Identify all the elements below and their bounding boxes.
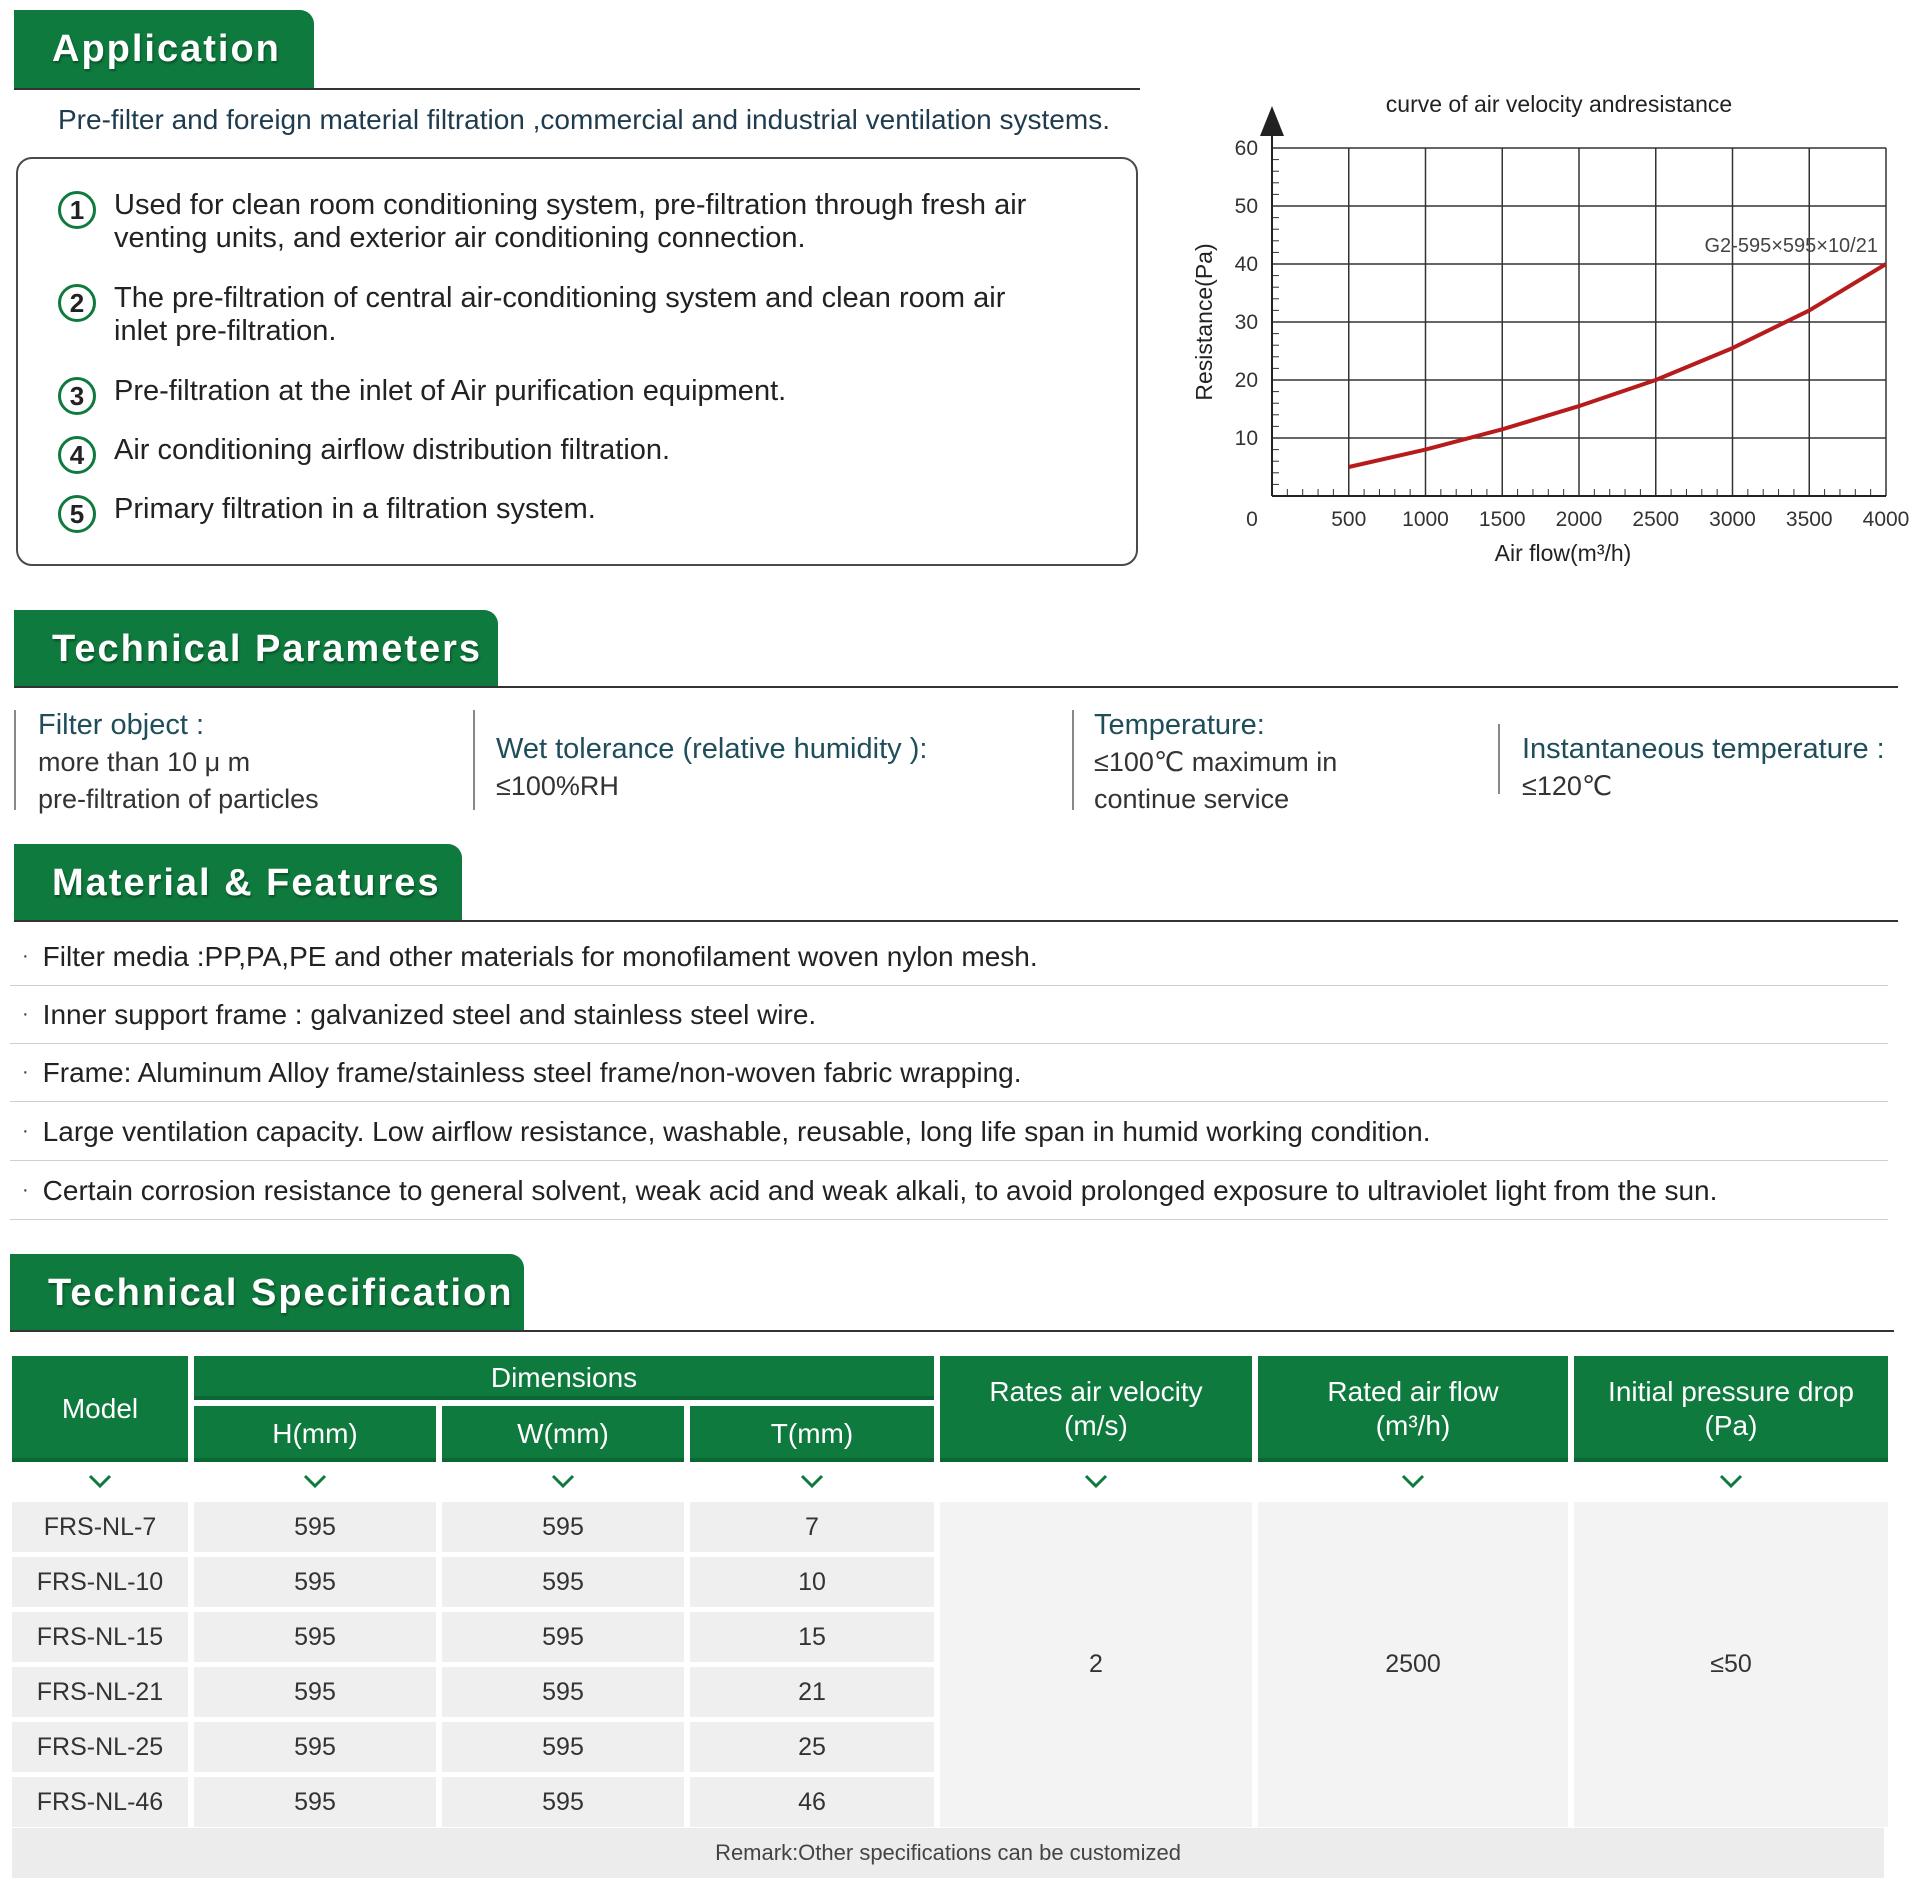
bullet-icon: · [22,945,29,967]
param-value: more than 10 μ m [38,747,251,777]
application-item-text: Pre-filtration at the inlet of Air purification equipment. [114,375,787,407]
cell-w: 595 [442,1612,684,1662]
application-item-4 [58,434,1114,474]
chevron-down-icon [1719,1474,1743,1488]
cell-w: 595 [442,1667,684,1717]
param-title: Temperature: [1094,709,1265,741]
cell-w: 595 [442,1557,684,1607]
param-title: Filter object : [38,709,204,741]
feature-text: Certain corrosion resistance to general solvent, weak acid and weak alkali, to avoid prolonged exposure to ultraviolet light from the sun. [42,1174,1718,1206]
param-separator [473,710,475,810]
param-value: ≤100%RH [496,771,619,801]
application-heading: Application [14,10,314,88]
cell-t: 25 [690,1722,934,1772]
cell-t: 10 [690,1557,934,1607]
cell-model: FRS-NL-21 [12,1667,188,1717]
application-subtitle: Pre-filter and foreign material filtration ,commercial and industrial ventilation systems. [58,104,1110,135]
cell-t: 7 [690,1502,934,1552]
y-tick-label: 40 [1234,253,1258,276]
params-divider [14,686,1898,688]
application-item-text: Used for clean room conditioning system, pre-filtration through fresh air [114,189,1027,221]
y-tick-label: 30 [1234,311,1258,334]
number-badge-icon: 5 [58,495,96,533]
param-separator [14,710,16,810]
chevron-down-icon [800,1474,824,1488]
header-w: W(mm) [442,1406,684,1462]
x-axis-label: Air flow(m³/h) [1494,540,1632,566]
feature-text: Frame: Aluminum Alloy frame/stainless steel frame/non-woven fabric wrapping. [42,1056,1022,1088]
chevron-down-icon [551,1474,575,1488]
number-badge-icon: 3 [58,377,96,415]
spec-divider [10,1330,1894,1332]
cell-h: 595 [194,1722,436,1772]
header-flow-label: Rated air flow [1327,1376,1499,1407]
param-title: Instantaneous temperature : [1522,733,1885,765]
application-item-2 [58,282,1114,348]
param-wet-tolerance [496,730,927,805]
resistance-chart [1190,88,1920,578]
number-badge-icon: 1 [58,191,96,229]
x-tick-label: 3000 [1709,508,1756,531]
cell-t: 46 [690,1777,934,1827]
y-axis-label: Resistance(Pa) [1191,243,1217,401]
chevron-down-icon [1084,1474,1108,1488]
feature-item [10,1103,1888,1161]
application-item-text-cont: inlet pre-filtration. [114,315,337,347]
number-badge-icon: 4 [58,436,96,474]
bullet-icon: · [22,1061,29,1083]
header-model: Model [12,1356,188,1462]
feature-text: Large ventilation capacity. Low airflow resistance, washable, reusable, long life span in humid working condition. [42,1115,1431,1147]
param-title: Wet tolerance (relative humidity ): [496,733,928,765]
param-value: ≤100℃ maximum in [1094,747,1338,777]
param-separator [1072,710,1074,810]
feature-item [10,1162,1888,1220]
x-tick-label: 4000 [1862,508,1910,531]
cell-w: 595 [442,1502,684,1552]
feature-text: Filter media :PP,PA,PE and other materials for monofilament woven nylon mesh. [42,940,1038,972]
y-tick-label: 20 [1234,369,1258,392]
features-divider [14,920,1898,922]
application-item-text: Air conditioning airflow distribution filtration. [114,434,671,466]
header-flow [1258,1356,1568,1462]
application-item-text-cont: venting units, and exterior air conditioning connection. [114,222,806,254]
y-tick-label: 60 [1234,137,1258,160]
feature-item [10,928,1888,986]
x-tick-label: 2000 [1555,508,1603,531]
chevron-down-icon [1401,1474,1425,1488]
number-badge-icon: 2 [58,284,96,322]
chevron-down-icon [303,1474,327,1488]
x-tick-label: 2500 [1632,508,1680,531]
bullet-icon: · [22,1179,29,1201]
application-item-1 [58,189,1114,255]
application-item-text: Primary filtration in a filtration system. [114,493,596,525]
header-velocity-unit: (m/s) [1064,1410,1128,1441]
y-axis-arrow-icon [1260,106,1284,136]
cell-model: FRS-NL-10 [12,1557,188,1607]
param-value-cont: pre-filtration of particles [38,784,319,814]
feature-item [10,986,1888,1044]
application-list-box [16,157,1138,566]
x-tick-label: 1500 [1478,508,1526,531]
cell-t: 21 [690,1667,934,1717]
header-h: H(mm) [194,1406,436,1462]
application-divider [14,88,1140,90]
chart-title: curve of air velocity andresistance [1385,91,1733,117]
application-item-3 [58,375,1114,415]
cell-h: 595 [194,1777,436,1827]
cell-velocity: 2 [940,1502,1252,1827]
cell-h: 595 [194,1557,436,1607]
header-dimensions: Dimensions [194,1356,934,1400]
params-heading: Technical Parameters [14,610,498,688]
application-item-text: The pre-filtration of central air-conditioning system and clean room air [114,282,1006,314]
spec-heading: Technical Specification [10,1254,524,1332]
remark-note: Remark:Other specifications can be customized [12,1828,1884,1878]
cell-w: 595 [442,1722,684,1772]
feature-text: Inner support frame : galvanized steel and stainless steel wire. [42,998,817,1030]
header-velocity-label: Rates air velocity [989,1376,1203,1407]
param-filter-object [38,706,319,818]
param-value: ≤120℃ [1522,771,1613,801]
cell-h: 595 [194,1612,436,1662]
cell-h: 595 [194,1502,436,1552]
feature-item [10,1044,1888,1102]
cell-model: FRS-NL-7 [12,1502,188,1552]
y-tick-label: 10 [1234,427,1258,450]
y-tick-label: 50 [1234,195,1258,218]
application-item-5 [58,493,1114,533]
x-tick-label: 3500 [1785,508,1833,531]
param-temperature [1094,706,1337,818]
chevron-down-icon [88,1474,112,1488]
header-flow-unit: (m³/h) [1375,1410,1451,1441]
bullet-icon: · [22,1120,29,1142]
x-tick-label: 1000 [1402,508,1449,531]
x-tick-label: 0 [1246,508,1258,531]
x-tick-label: 500 [1331,508,1367,531]
series-label: G2-595×595×10/21 [1704,235,1878,257]
header-drop-unit: (Pa) [1704,1410,1758,1441]
cell-h: 595 [194,1667,436,1717]
cell-t: 15 [690,1612,934,1662]
cell-model: FRS-NL-25 [12,1722,188,1772]
header-t: T(mm) [690,1406,934,1462]
cell-model: FRS-NL-46 [12,1777,188,1827]
cell-w: 595 [442,1777,684,1827]
bullet-icon: · [22,1003,29,1025]
features-heading: Material & Features [14,844,462,922]
param-separator [1498,724,1500,794]
series-line [1349,264,1886,467]
param-instant-temperature [1522,730,1885,805]
param-value-cont: continue service [1094,784,1290,814]
header-drop-label: Initial pressure drop [1608,1376,1854,1407]
cell-model: FRS-NL-15 [12,1612,188,1662]
header-velocity [940,1356,1252,1462]
cell-flow: 2500 [1258,1502,1568,1827]
cell-drop: ≤50 [1574,1502,1888,1827]
header-drop [1574,1356,1888,1462]
